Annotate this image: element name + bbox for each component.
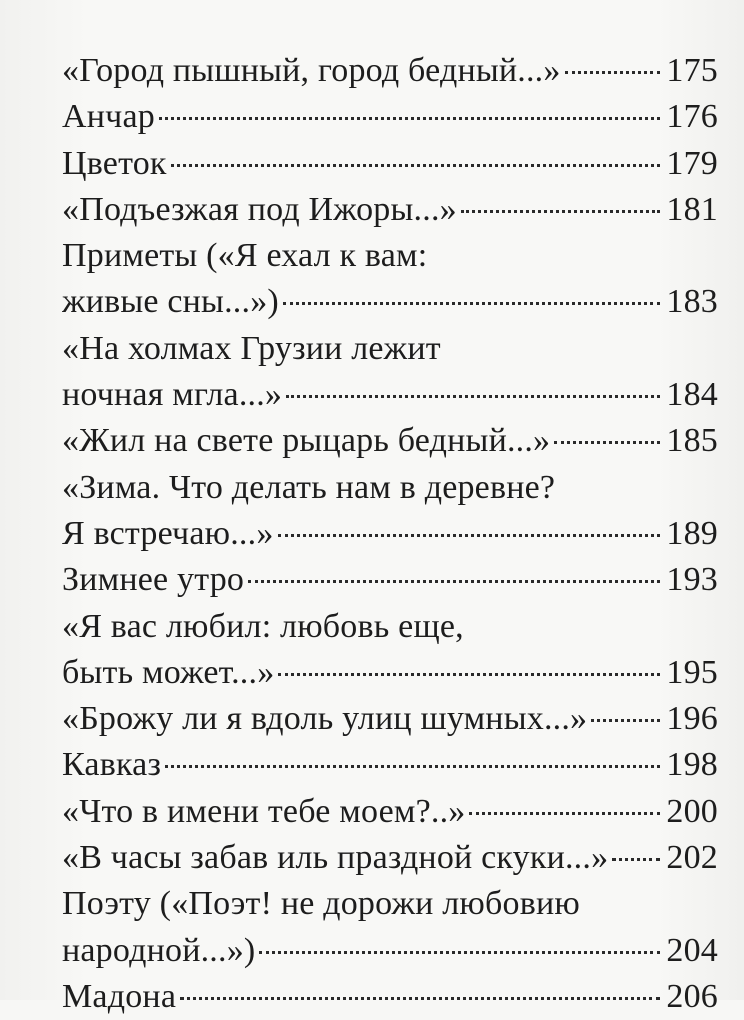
toc-entry-title: «На холмах Грузии лежит (62, 329, 441, 367)
toc-entry-line (62, 48, 718, 94)
toc-entry-line (62, 372, 718, 418)
toc-entry-title: «Жил на свете рыцарь бедный...» (62, 422, 551, 460)
toc-entry (62, 326, 718, 419)
toc-entry-line (62, 233, 718, 279)
dot-leader (278, 534, 661, 537)
table-of-contents (62, 48, 718, 1020)
toc-page-number: 206 (666, 977, 718, 1015)
toc-entry-title: Цветок (62, 144, 167, 182)
toc-entry-title: Анчар (62, 98, 155, 136)
toc-page-number: 184 (666, 376, 718, 414)
toc-entry-title: «Что в имени тебе моем?..» (62, 792, 466, 830)
toc-entry-line (62, 94, 718, 140)
toc-page-number: 175 (666, 52, 718, 89)
toc-entry-title: Зимнее утро (62, 561, 245, 599)
dot-leader (286, 395, 660, 398)
toc-entry-title: «Подъезжая под Ижоры...» (62, 190, 457, 228)
toc-entry-title: Я встречаю...» (62, 514, 274, 552)
dot-leader (259, 951, 660, 954)
toc-entry (62, 233, 718, 326)
toc-entry-line (62, 742, 718, 788)
toc-entry-line (62, 511, 718, 557)
toc-entry-title: ночная мгла...» (62, 376, 283, 414)
toc-page-number: 193 (666, 561, 718, 599)
toc-entry (62, 881, 718, 974)
toc-entry (62, 187, 718, 233)
toc-page-number: 179 (666, 144, 718, 182)
toc-entry-line (62, 835, 718, 881)
toc-entry-title: «Я вас любил: любовь еще, (62, 607, 464, 645)
toc-entry (62, 465, 718, 558)
toc-entry (62, 48, 718, 94)
dot-leader (165, 765, 660, 768)
toc-page-number: 195 (666, 653, 718, 691)
dot-leader (469, 812, 660, 815)
toc-entry-line (62, 141, 718, 187)
toc-entry-title: Приметы («Я ехал к вам: (62, 237, 428, 275)
toc-page-number: 204 (666, 931, 718, 969)
toc-entry (62, 94, 718, 140)
toc-page-number: 181 (666, 190, 718, 228)
toc-entry (62, 141, 718, 187)
toc-entry-title: «Зима. Что делать нам в деревне? (62, 468, 556, 506)
toc-entry (62, 604, 718, 697)
toc-entry-title: Поэту («Поэт! не дорожи любовию (62, 885, 580, 923)
toc-entry-line (62, 696, 718, 742)
toc-page-number: 183 (666, 283, 718, 321)
toc-entry-line (62, 650, 718, 696)
toc-entry-title: быть может...» (62, 653, 275, 691)
dot-leader (612, 858, 660, 861)
toc-page-number: 176 (666, 98, 718, 136)
toc-entry (62, 974, 718, 1020)
toc-entry (62, 835, 718, 881)
toc-entry-line (62, 604, 718, 650)
toc-page-number: 196 (666, 700, 718, 738)
toc-page-number: 200 (666, 792, 718, 830)
toc-entry-line (62, 881, 718, 927)
toc-entry (62, 557, 718, 603)
toc-entry-title: Кавказ (62, 746, 162, 784)
toc-entry-title: живые сны...») (62, 283, 279, 321)
toc-page-number: 185 (666, 422, 718, 460)
dot-leader (554, 441, 660, 444)
toc-entry-line (62, 789, 718, 835)
toc-entry-line (62, 418, 718, 464)
toc-entry (62, 742, 718, 788)
toc-entry-title: «Город пышный, город бедный...» (62, 52, 561, 89)
toc-entry-line (62, 557, 718, 603)
toc-entry-title: «В часы забав иль праздной скуки...» (62, 839, 609, 877)
dot-leader (278, 673, 660, 676)
toc-page-number: 202 (666, 839, 718, 877)
dot-leader (283, 302, 660, 305)
dot-leader (248, 580, 660, 583)
toc-entry (62, 696, 718, 742)
toc-entry (62, 789, 718, 835)
toc-entry-title: Мадона (62, 977, 177, 1015)
toc-entry (62, 418, 718, 464)
toc-entry-line (62, 928, 718, 974)
toc-page-number: 198 (666, 746, 718, 784)
toc-entry-title: народной...») (62, 931, 256, 969)
dot-leader (171, 164, 661, 167)
dot-leader (591, 719, 660, 722)
toc-page-number: 189 (666, 514, 718, 552)
toc-entry-line (62, 279, 718, 325)
dot-leader (180, 997, 660, 1000)
dot-leader (159, 117, 660, 120)
toc-entry-line (62, 974, 718, 1020)
toc-entry-line (62, 326, 718, 372)
dot-leader (461, 210, 661, 213)
toc-entry-line (62, 465, 718, 511)
toc-entry-line (62, 187, 718, 233)
toc-entry-title: «Брожу ли я вдоль улиц шумных...» (62, 700, 588, 738)
dot-leader (565, 71, 661, 74)
